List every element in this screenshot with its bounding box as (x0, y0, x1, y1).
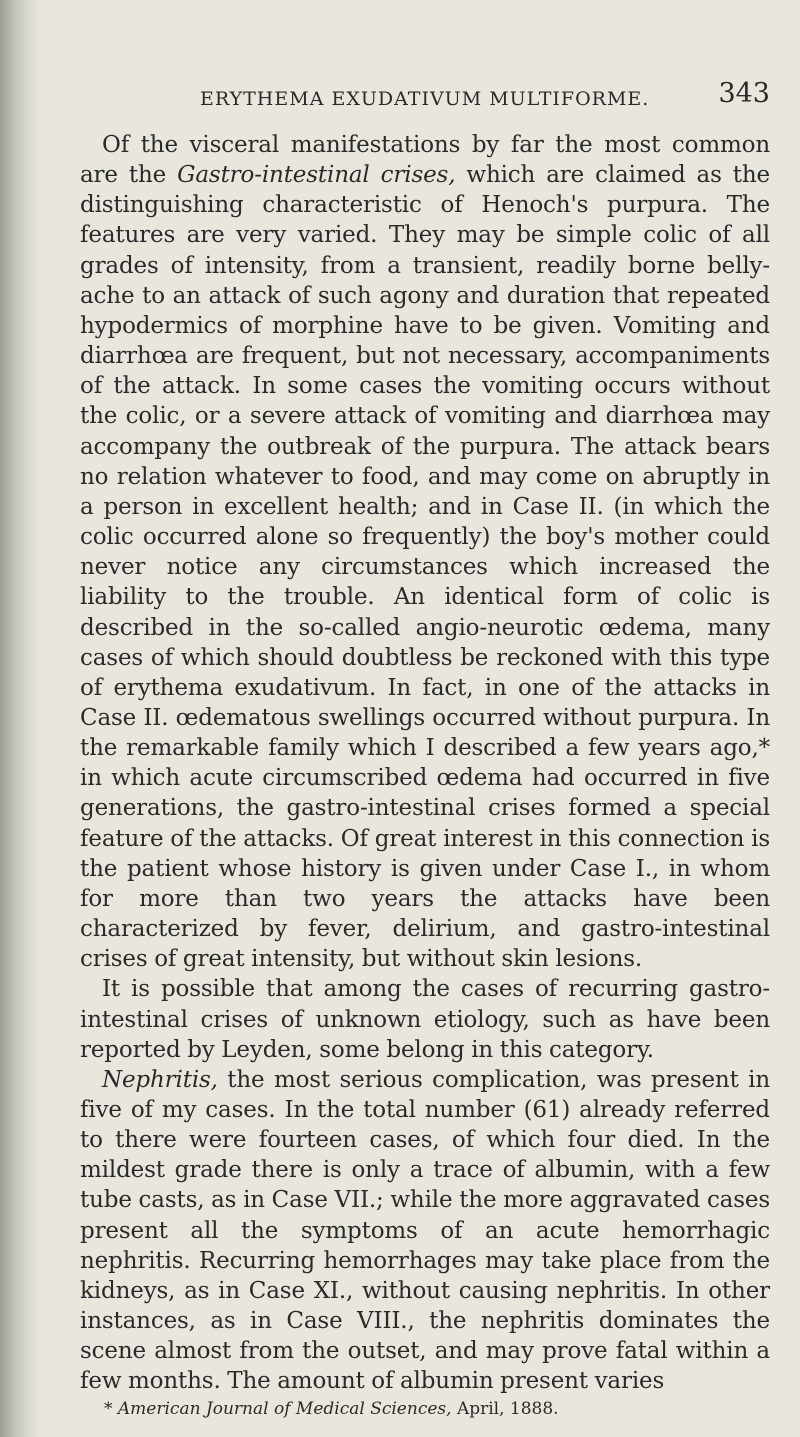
emphasis-term: Gastro-intestinal crises, (177, 162, 456, 189)
footnote-date: April, 1888. (456, 1398, 559, 1419)
footnote (80, 1399, 770, 1419)
book-page (80, 74, 770, 1419)
paragraph-text: the most serious complication, was present in five of my cases. In the total number (61) already referred to there were fourteen cases, of which four died. In the mildest grade there is only a trace of albumin, with a few tube casts, as in Case VII.; while the more aggravated cases present all the symptoms of an acute hemorrhagic nephritis. Recurring hemorrhages may take place from the kidneys, as in Case XI., without causing nephritis. In other instances, as in Case VIII., the nephritis dominates the scene almost from the outset, and may prove fatal within a few months. The amount of albumin present varies (80, 1066, 770, 1395)
paragraph-text: Of the visceral manifestations by far the most common are the (80, 132, 770, 189)
paragraph-gastro-intestinal (80, 130, 770, 974)
paragraph-text: which are claimed as the distinguishing characteristic of Henoch's purpura. The features are very varied. They may be simple colic of all grades of intensity, from a transient, readily borne belly-ache to an attack of such agony and duration that repeated hypodermics of morphine have to be given. Vomiting and diarrhœa are frequent, but not necessary, accompaniments of the attack. In some cases the vomiting occurs without the colic, or a severe attack of vomiting and diarrhœa may accompany the outbreak of the purpura. The attack bears no relation whatever to food, and may come on abruptly in a person in excellent health; and in Case II. (in which the colic occurred alone so frequently) the boy's mother could never notice any circumstances which increased the liability to the trouble. An identical form of colic is described in the so-called angio-neurotic œdema, many cases of which should doubtless be reckoned with this type of erythema exudativum. In fact, in one of the attacks in Case II. œdematous swellings occurred without purpura. In the remarkable family which I described a few years ago,* in which acute circumscribed œdema had occurred in five generations, the gastro-intestinal crises formed a special feature of the attacks. Of great interest in this connection is the patient whose history is given under Case I., in whom for more than two years the attacks have been characterized by fever, delirium, and gastro-intestinal crises of great intensity, but without skin lesions. (80, 162, 770, 973)
paragraph-text: It is possible that among the cases of recurring gastro-intestinal crises of unknown etiology, such as have been reported by Leyden, some belong in this category. (80, 976, 770, 1063)
book-spine-shadow (0, 0, 40, 1437)
footnote-marker: * (104, 1398, 113, 1419)
paragraph-leyden (80, 974, 770, 1064)
emphasis-term: Nephritis, (102, 1066, 218, 1093)
paragraph-nephritis (80, 1065, 770, 1397)
running-title: ERYTHEMA EXUDATIVUM MULTIFORME. (200, 88, 650, 110)
page-header (80, 74, 770, 114)
body-text (80, 130, 770, 1397)
page-number: 343 (718, 78, 770, 109)
footnote-journal: American Journal of Medical Sciences, (117, 1398, 452, 1419)
